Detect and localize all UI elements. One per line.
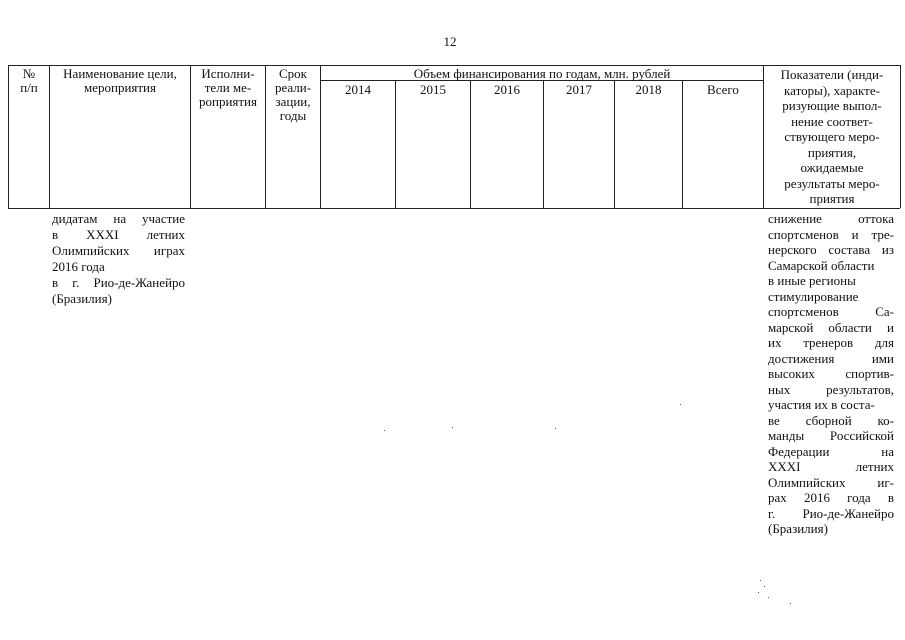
body-indicator-line: нерского состава из	[768, 242, 894, 257]
scan-speck	[768, 597, 769, 598]
header-total: Всего	[707, 82, 739, 97]
body-indicator-line: снижение оттока	[768, 211, 894, 226]
body-indicator-line: достижения ими	[768, 350, 894, 366]
body-name-line: в XXXI летних	[52, 227, 185, 242]
header-year-2014: 2014	[345, 82, 371, 97]
body-indicator-line: спортсменов и тре-	[768, 226, 894, 242]
body-name-line: 2016 года	[52, 259, 105, 274]
header-name: Наименование цели, мероприятия	[63, 66, 177, 95]
body-name-line: дидатам на участие	[52, 211, 185, 226]
body-indicator-line: ве сборной ко-	[768, 412, 894, 428]
body-indicator-line: ных результатов,	[768, 381, 894, 397]
body-indicator-line: Олимпийских иг-	[768, 474, 894, 490]
scan-speck	[764, 586, 765, 587]
header-year-2018: 2018	[635, 82, 662, 97]
body-name-line: Олимпийских играх	[52, 243, 185, 258]
body-indicator-line: рах 2016 года в	[768, 490, 894, 505]
scan-speck	[384, 430, 385, 431]
header-executors: Исполни- тели ме- роприятия	[198, 66, 257, 109]
scan-speck	[555, 428, 556, 429]
header-financing-title: Объем финансирования по годам, млн. рублей	[413, 66, 671, 81]
body-indicator-line: высоких спортив-	[768, 366, 894, 381]
body-indicator-line: в иные регионы	[768, 273, 856, 288]
body-indicator-line: марской области и	[768, 319, 894, 335]
scan-speck	[790, 603, 791, 604]
scan-speck	[680, 404, 681, 405]
body-indicator-line: спортсменов Са-	[768, 304, 894, 319]
scan-speck	[758, 592, 759, 593]
header-year-2015: 2015	[420, 82, 446, 97]
scan-speck	[452, 427, 453, 428]
scan-speck	[760, 580, 761, 581]
page-number: 12	[443, 34, 457, 49]
header-no: № п/п	[20, 66, 38, 95]
body-indicator-line: XXXI летних	[768, 459, 894, 474]
body-indicator-line: их тренеров для	[768, 335, 894, 350]
body-indicator-line: (Бразилия)	[768, 521, 828, 536]
body-indicator-line: Федерации на	[768, 443, 894, 459]
body-indicator-line: манды Российской	[768, 428, 894, 443]
body-indicator-line: стимулирование	[768, 288, 859, 304]
header-year-2016: 2016	[494, 82, 520, 97]
header-year-2017: 2017	[566, 82, 592, 97]
body-indicator-line: г. Рио-де-Жанейро	[768, 505, 894, 521]
body-name-line: (Бразилия)	[52, 291, 112, 306]
body-indicator-line: участия их в соста-	[768, 397, 875, 412]
header-term: Срок реали- зации, годы	[274, 66, 312, 123]
header-indicators: Показатели (инди- каторы), характе- ризующие выпол- нение соответ- ствующего меро- приятия, ожидаемые результаты меро- приятия	[780, 67, 884, 206]
body-indicator-line: Самарской области	[768, 257, 875, 273]
body-name-line: в г. Рио-де-Жанейро	[52, 275, 185, 290]
